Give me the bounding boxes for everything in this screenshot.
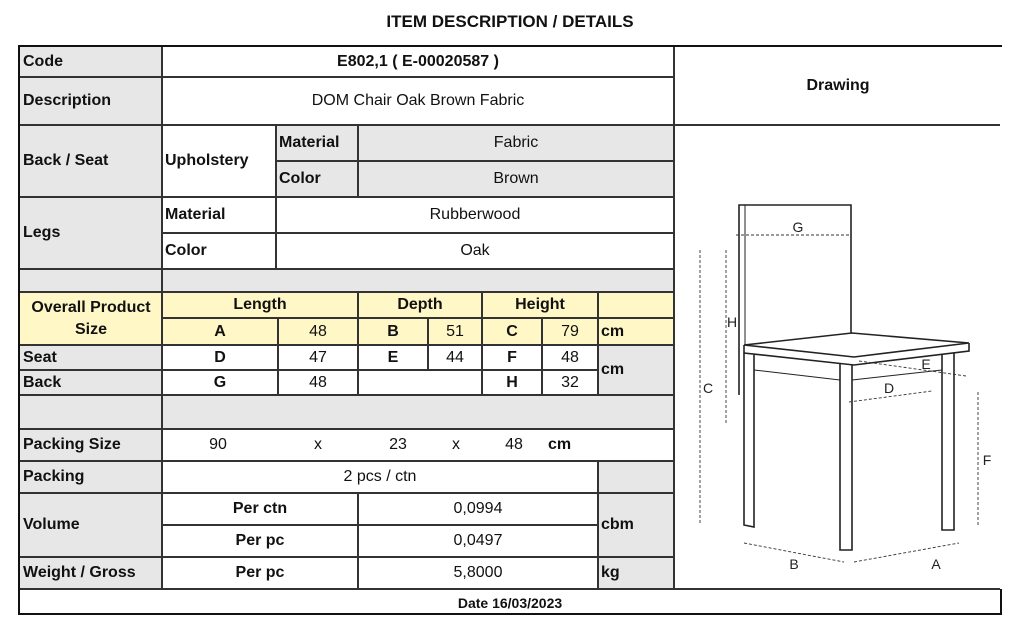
dim-g-value: 48 (309, 373, 327, 391)
depth-header: Depth (397, 296, 443, 313)
date-footer: Date 16/03/2023 (457, 595, 563, 611)
volume-unit: cbm (601, 516, 634, 533)
dim-c-letter: C (506, 322, 518, 340)
front-left-leg (744, 353, 754, 527)
gray-band-spacer-2 (20, 395, 674, 429)
packing-value: 2 pcs / ctn (343, 468, 417, 485)
back-label: Back (23, 373, 62, 391)
packing-size-label: Packing Size (23, 436, 121, 453)
drawing-letter-e: E (921, 356, 931, 372)
weight-value: 5,8000 (453, 564, 503, 581)
back-right-leg (942, 353, 954, 530)
code-label: Code (23, 53, 63, 70)
upholstery-material-value: Fabric (493, 134, 539, 151)
description-value: DOM Chair Oak Brown Fabric (311, 92, 525, 109)
page-title: ITEM DESCRIPTION / DETAILS (386, 12, 634, 31)
weight-unit: kg (601, 564, 620, 581)
drawing-letter-c: C (702, 380, 714, 396)
chair-drawing (674, 125, 1000, 587)
dim-b-value: 51 (446, 322, 464, 340)
volume-per-ctn-value: 0,0994 (453, 500, 503, 517)
volume-per-pc-value: 0,0497 (453, 532, 503, 549)
dim-f-letter: F (507, 348, 517, 366)
front-right-leg (840, 363, 852, 550)
dim-e-letter: E (387, 348, 399, 366)
back-seat-label: Back / Seat (23, 152, 109, 169)
packing-size-v3: 48 (505, 436, 523, 453)
seat-top (744, 333, 969, 357)
legs-color-value: Oak (460, 242, 490, 259)
dim-a-letter: A (214, 322, 226, 340)
overall-size-label: Overall Product Size (31, 298, 151, 338)
upholstery-color-value: Brown (493, 170, 539, 187)
dim-g-letter: G (213, 373, 227, 391)
length-header: Length (233, 296, 287, 313)
drawing-letter-h: H (726, 314, 738, 330)
dim-d-letter: D (214, 348, 226, 366)
dim-line-a (854, 543, 959, 562)
gray-band-spacer-1 (20, 269, 674, 292)
dim-b-letter: B (387, 322, 399, 340)
seat-label: Seat (23, 348, 57, 366)
description-label: Description (23, 92, 112, 109)
upholstery-color-label: Color (279, 170, 321, 187)
seat-back-unit: cm (601, 361, 625, 378)
dim-c-value: 79 (561, 322, 579, 340)
drawing-letter-f: F (982, 452, 992, 468)
legs-material-label: Material (165, 206, 226, 223)
upholstery-material-label: Material (279, 134, 340, 151)
packing-size-v1: 90 (209, 436, 227, 453)
code-value: E802,1 ( E-00020587 ) (337, 53, 499, 70)
spec-sheet (18, 45, 1002, 615)
weight-label: Weight / Gross (23, 564, 136, 581)
dim-e-value: 44 (446, 348, 464, 366)
drawing-label: Drawing (806, 77, 870, 94)
packing-label: Packing (23, 468, 85, 485)
dim-f-value: 48 (561, 348, 579, 366)
dim-h-letter: H (506, 373, 518, 391)
volume-label: Volume (23, 516, 80, 533)
packing-size-x2: x (452, 436, 460, 453)
legs-material-value: Rubberwood (429, 206, 521, 223)
legs-color-label: Color (165, 242, 207, 259)
dim-a-value: 48 (309, 322, 327, 340)
dim-d-value: 47 (309, 348, 327, 366)
legs-label: Legs (23, 224, 61, 241)
overall-unit: cm (601, 322, 625, 340)
weight-per-pc-label: Per pc (235, 564, 285, 581)
packing-size-unit: cm (548, 436, 572, 453)
height-header: Height (515, 296, 565, 313)
volume-per-ctn-label: Per ctn (232, 500, 288, 517)
drawing-letter-d: D (883, 380, 895, 396)
drawing-letter-g: G (792, 219, 804, 235)
drawing-letter-b: B (789, 556, 799, 572)
drawing-letter-a: A (931, 556, 941, 572)
packing-size-v2: 23 (389, 436, 407, 453)
dim-h-value: 32 (561, 373, 579, 391)
upholstery-label: Upholstery (165, 152, 249, 169)
volume-per-pc-label: Per pc (235, 532, 285, 549)
packing-size-x1: x (314, 436, 322, 453)
